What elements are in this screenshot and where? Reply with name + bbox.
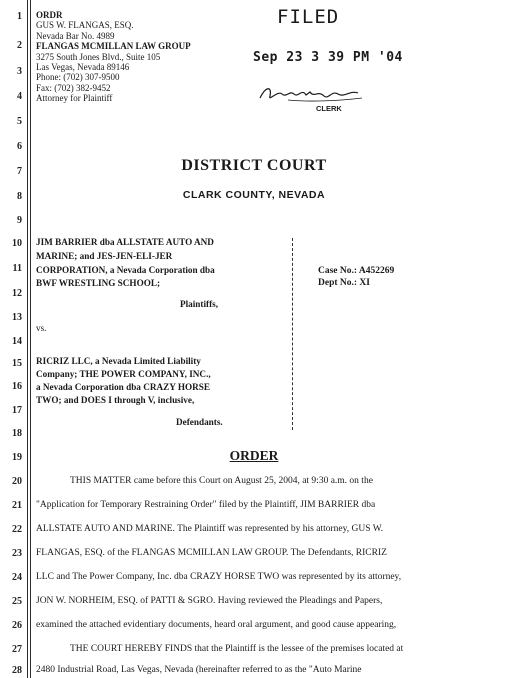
- plaintiff-caption-line: JIM BARRIER dba ALLSTATE AUTO AND: [36, 237, 214, 247]
- line-number: 27: [12, 644, 22, 655]
- plaintiffs-label: Plaintiffs,: [180, 299, 219, 309]
- line-number: 28: [12, 665, 22, 676]
- line-number: 21: [12, 500, 22, 511]
- line-number: 14: [12, 336, 22, 347]
- line-number: 4: [17, 91, 22, 102]
- attorney-name: GUS W. FLANGAS, ESQ.: [36, 20, 134, 31]
- body-line: LLC and The Power Company, Inc. dba CRAZY HORSE TWO was represented by its attorney,: [36, 572, 402, 582]
- line-number: 20: [12, 476, 22, 487]
- line-number: 24: [12, 572, 22, 583]
- defendant-caption-line: Company; THE POWER COMPANY, INC.,: [36, 369, 211, 379]
- clerk-signature: [258, 84, 368, 107]
- line-number: 9: [17, 215, 22, 226]
- case-number: Case No.: A452269: [318, 266, 395, 276]
- line-number: 5: [17, 116, 22, 127]
- case-number-block: [318, 266, 394, 289]
- line-number: 15: [12, 358, 22, 369]
- caption-bracket: [286, 238, 293, 430]
- body-line: FLANGAS, ESQ. of the FLANGAS MCMILLAN LAW GROUP. The Defendants, RICRIZ: [36, 548, 387, 558]
- defendant-caption-line: a Nevada Corporation dba CRAZY HORSE: [36, 382, 210, 392]
- line-number: 12: [12, 288, 22, 299]
- line-number: 1: [17, 11, 22, 22]
- attorney-block: [36, 10, 191, 104]
- line-number: 25: [12, 596, 22, 607]
- plaintiff-caption-line: BWF WRESTLING SCHOOL;: [36, 278, 161, 288]
- attorney-for: Attorney for Plaintiff: [36, 93, 113, 104]
- body-line: "Application for Temporary Restraining Order" filed by the Plaintiff, JIM BARRIER dba: [36, 500, 376, 510]
- bar-number: Nevada Bar No. 4989: [36, 30, 115, 41]
- body-line: THIS MATTER came before this Court on August 25, 2004, at 9:30 a.m. on the: [70, 476, 373, 486]
- margin-rule-right: [30, 0, 31, 678]
- court-county: CLARK COUNTY, NEVADA: [182, 189, 326, 201]
- defendant-caption-line: TWO; and DOES I through V, inclusive,: [36, 395, 195, 405]
- filed-stamp: FILED: [277, 6, 340, 28]
- firm-address-street: 3275 South Jones Blvd., Suite 105: [36, 51, 161, 62]
- body-line: examined the attached evidentiary documents, heard oral argument, and good cause appearing,: [36, 620, 397, 630]
- body-line: 2480 Industrial Road, Las Vegas, Nevada (hereinafter referred to as the "Auto Marine: [36, 665, 362, 675]
- line-number: 22: [12, 524, 22, 535]
- defendants-label: Defendants.: [176, 417, 223, 427]
- line-number: 19: [12, 452, 22, 463]
- line-number: 17: [12, 405, 22, 416]
- line-number: 26: [12, 620, 22, 631]
- body-line: ALLSTATE AUTO AND MARINE. The Plaintiff was represented by his attorney, GUS W.: [36, 524, 384, 534]
- line-number: 8: [17, 191, 22, 202]
- line-number: 7: [17, 166, 22, 177]
- body-line: JON W. NORHEIM, ESQ. of PATTI & SGRO. Having reviewed the Pleadings and Papers,: [36, 596, 383, 606]
- defendant-caption-line: RICRIZ LLC, a Nevada Limited Liability: [36, 356, 201, 366]
- plaintiff-caption-line: MARINE; and JES-JEN-ELI-JER: [36, 251, 173, 261]
- line-number: 23: [12, 548, 22, 559]
- firm-phone: Phone: (702) 307-9500: [36, 72, 120, 83]
- court-name: DISTRICT COURT: [181, 157, 327, 174]
- plaintiff-caption-line: CORPORATION, a Nevada Corporation dba: [36, 265, 215, 275]
- line-number: 16: [12, 381, 22, 392]
- filed-date-stamp: Sep 23 3 39 PM '04: [253, 50, 403, 65]
- line-number: 13: [12, 312, 22, 323]
- department-number: Dept No.: XI: [318, 277, 370, 288]
- document-code: ORDR: [36, 10, 63, 20]
- firm-address-city: Las Vegas, Nevada 89146: [36, 62, 130, 73]
- law-firm-name: FLANGAS MCMILLAN LAW GROUP: [36, 41, 191, 52]
- line-number: 2: [17, 40, 22, 51]
- line-number: 3: [17, 66, 22, 77]
- line-number: 6: [17, 141, 22, 152]
- body-line: THE COURT HEREBY FINDS that the Plaintiff is the lessee of the premises located at: [70, 644, 404, 654]
- firm-fax: Fax: (702) 382-9452: [36, 82, 111, 93]
- versus-label: vs.: [36, 323, 47, 333]
- order-title: ORDER: [229, 448, 279, 463]
- line-number: 18: [12, 428, 22, 439]
- line-number: 10: [12, 238, 22, 249]
- line-number: 11: [12, 263, 22, 274]
- clerk-label: CLERK: [316, 104, 342, 113]
- margin-rule-left: [27, 0, 28, 678]
